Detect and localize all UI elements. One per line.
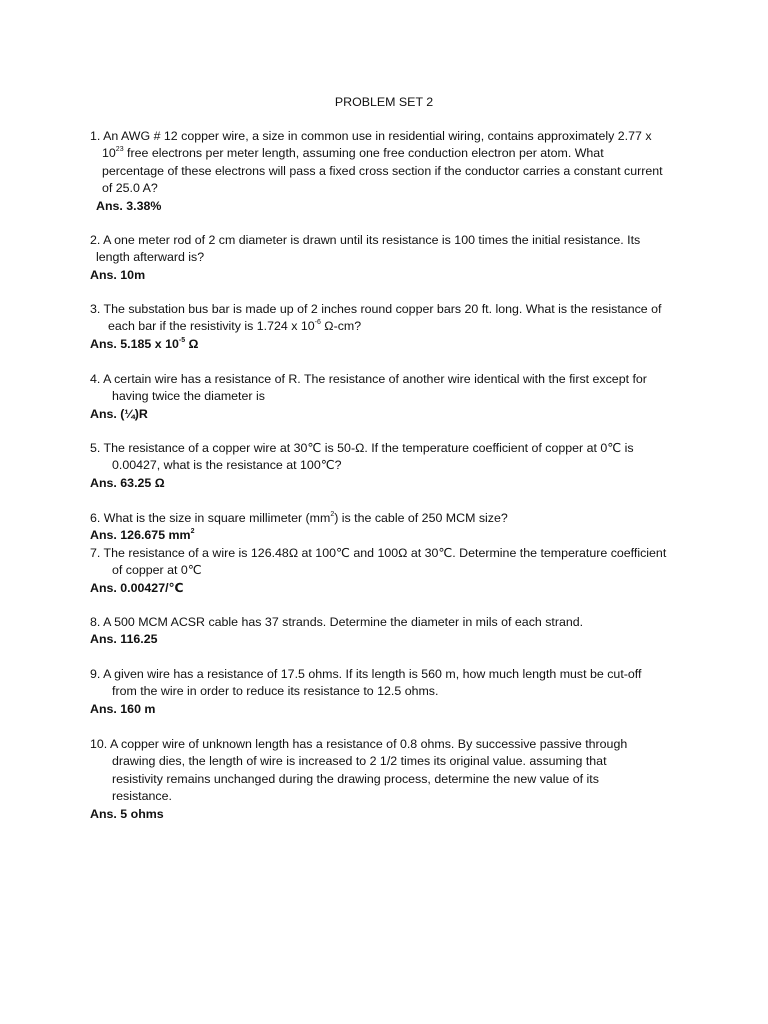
problem-7 [90,545,678,597]
question-line: 4. A certain wire has a resistance of R. The resistance of another wire identical with the first except for [90,372,647,386]
question-text [90,545,678,580]
question-line: 1. An AWG # 12 copper wire, a size in common use in residential wiring, contains approximately 2.77 x [90,129,652,143]
answer: Ans. 5.185 x $10^{-5}$ Ω [90,336,199,351]
question-text [90,301,678,336]
problem-2 [90,232,678,284]
question-line: length afterward is? [96,250,205,265]
answer: Ans. 160 m [90,701,156,716]
question-text [90,440,678,475]
question-line: of 25.0 A? [102,181,158,196]
question-text: 6. What is the size in square millimeter $(mm^2)$ is the cable of 250 MCM size? [90,510,508,525]
question-line: 10. A copper wire of unknown length has a resistance of 0.8 ohms. By successive passive through [90,737,628,751]
question-line: $10^{23}$ free electrons per meter length, assuming one free conduction electron per atom. What [102,146,604,161]
question-line: drawing dies, the length of wire is increased to 2 1/2 times its original value. assuming that [112,754,607,769]
answer: Ans. 63.25 Ω [90,475,165,490]
question-line: percentage of these electrons will pass a fixed cross section if the conductor carries a constant current [102,163,663,178]
problem-9 [90,666,678,718]
exponent: 2 [190,528,195,536]
question-line: 9. A given wire has a resistance of 17.5 ohms. If its length is 560 m, how much length must be cut-off [90,667,642,681]
problem-8 [90,614,678,649]
question-line: having twice the diameter is [112,389,265,404]
problem-10 [90,736,678,823]
exponent: -5 [178,336,186,344]
problem-5 [90,440,678,492]
question-line: 5. The resistance of a copper wire at 30℃ is 50-Ω. If the temperature coefficient of copper at 0℃ is [90,441,634,455]
question-text [90,128,678,198]
question-line: resistance. [112,789,172,804]
answer: Ans. (¼)R [90,406,148,421]
question-text [90,666,678,701]
answer: Ans. 126.675 $mm^2$ [90,528,195,543]
question-line: from the wire in order to reduce its resistance to 12.5 ohms. [112,684,439,699]
question-text [90,614,678,631]
question-line: of copper at 0℃ [112,563,202,578]
answer: Ans. 5 ohms [90,806,164,821]
exponent: 23 [115,146,124,154]
page-title: PROBLEM SET 2 [334,95,434,109]
problem-4 [90,371,678,423]
answer: Ans. 116.25 [90,632,158,647]
answer: Ans. 3.38% [96,198,162,213]
question-line: 2. A one meter rod of 2 cm diameter is drawn until its resistance is 100 times the initial resistance. Its [90,233,641,247]
question-line: 8. A 500 MCM ACSR cable has 37 strands. Determine the diameter in mils of each strand. [90,615,584,629]
problem-1 [90,128,678,215]
question-text [90,371,678,406]
answer: Ans. 10m [90,267,146,282]
question-line: each bar if the resistivity is 1.724 x $10^{-6}$ Ω-cm? [108,319,362,334]
question-text [90,736,678,806]
exponent: 2 [330,510,335,518]
exponent: -6 [314,319,321,327]
problem-6 [90,510,678,545]
question-text [90,232,678,267]
answer: Ans. 0.00427/℃ [90,580,184,595]
question-line: 0.00427, what is the resistance at 100℃? [112,458,342,473]
question-line: 7. The resistance of a wire is 126.48Ω at 100℃ and 100Ω at 30℃. Determine the temperature coefficient [90,546,667,560]
problem-3 [90,301,678,353]
question-line: resistivity remains unchanged during the drawing process, determine the new value of its [112,771,599,786]
question-line: 3. The substation bus bar is made up of 2 inches round copper bars 20 ft. long. What is the resistance of [90,302,662,316]
